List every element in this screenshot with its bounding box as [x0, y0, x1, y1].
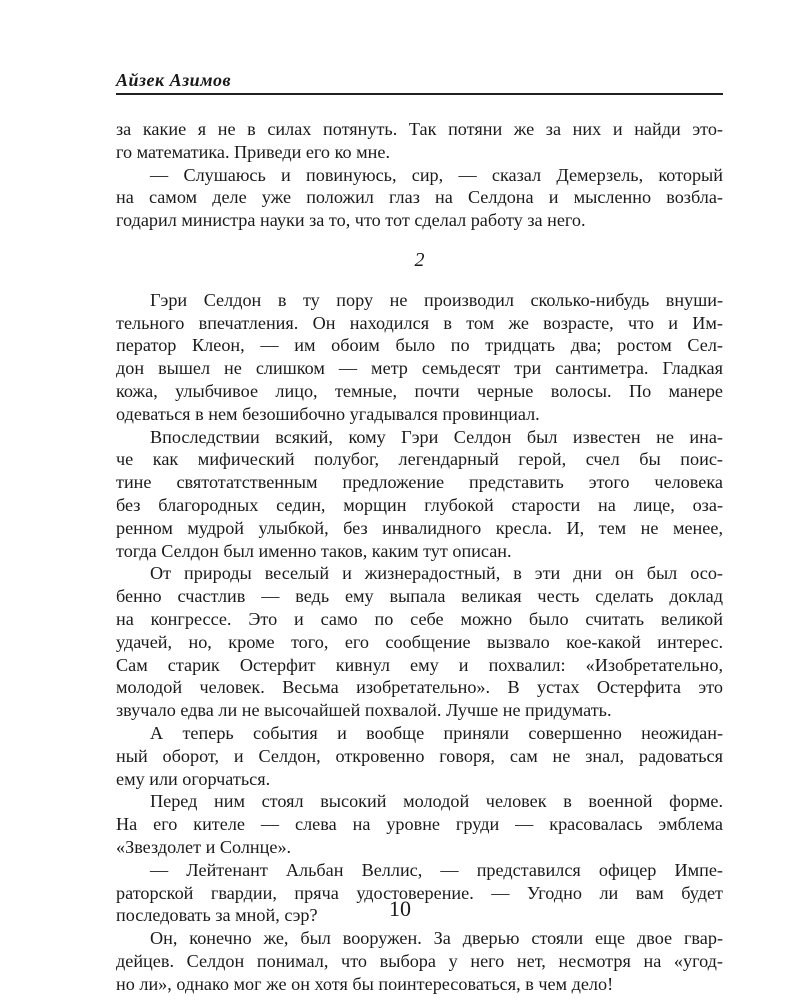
text-line: ренном мудрой улыбкой, без инвалидного кресла. И, тем не менее, — [116, 517, 723, 538]
text-line: на конгрессе. Это и само по себе можно было считать великой — [116, 608, 723, 629]
text-line: годарил министра науки за то, что тот сделал работу за него. — [116, 210, 586, 231]
text-line: Сам старик Остерфит кивнул ему и похвалил: «Изобретательно, — [116, 654, 723, 675]
text-line: ператор Клеон, — им обоим было по тридцать два; ростом Сел- — [116, 335, 723, 356]
text-line: че как мифический полубог, легендарный герой, счел бы поис- — [116, 449, 723, 470]
text-line: Перед ним стоял высокий молодой человек в военной форме. — [150, 791, 723, 812]
text-line: А теперь события и вообще приняли совершенно неожидан- — [150, 722, 723, 743]
text-line: раторской гвардии, пряча удостоверение. — Угодно ли вам будет — [116, 882, 723, 903]
text-line: Впоследствии всякий, кому Гэри Селдон был известен не ина- — [150, 426, 723, 447]
text-line: тогда Селдон был именно таков, каким тут описан. — [116, 540, 512, 561]
text-line: На его кителе — слева на уровне груди — красовалась эмблема — [116, 814, 723, 835]
text-line: последовать за мной, сэр? — [116, 905, 318, 926]
text-line: бенно счастлив — ведь ему выпала великая честь сделать доклад — [116, 586, 723, 607]
text-line: Он, конечно же, был вооружен. За дверью стояли еще двое гвар- — [150, 928, 723, 949]
text-line: дон вышел не слишком — метр семьдесят три сантиметра. Гладкая — [116, 358, 723, 379]
text-line: От природы веселый и жизнерадостный, в эти дни он был осо- — [150, 563, 723, 584]
text-line: тельного впечатления. Он находился в том же возрасте, что и Им- — [116, 312, 723, 333]
text-line: — Лейтенант Альбан Веллис, — представился офицер Импе- — [150, 859, 723, 880]
page-number: 10 — [389, 896, 411, 921]
text-line: кожа, улыбчивое лицо, темные, почти черные волосы. По манере — [116, 380, 723, 401]
text-line: го математика. Приведи его ко мне. — [116, 141, 390, 162]
text-line: но ли», однако мог же он хотя бы поинтересоваться, в чем дело! — [116, 973, 614, 994]
text-line: — Слушаюсь и повинуюсь, сир, — сказал Демерзель, который — [150, 164, 723, 185]
text-line: на самом деле уже положил глаз на Селдона и мысленно возбла- — [116, 187, 723, 208]
text-line: одеваться в нем безошибочно угадывался провинциал. — [116, 403, 540, 424]
text-line: дейцев. Селдон понимал, что выбора у него нет, несмотря на «угод- — [116, 950, 723, 971]
text-line: звучало едва ли не высочайшей похвалой. Лучше не придумать. — [116, 700, 612, 721]
text-block-chapter-2 — [116, 289, 723, 996]
body-text — [116, 118, 723, 995]
text-line: Гэри Селдон в ту пору не производил сколько-нибудь внуши- — [150, 289, 723, 310]
text-line: ему или огорчаться. — [116, 768, 271, 789]
text-line: ный оборот, и Селдон, откровенно говоря, сам не знал, радоваться — [116, 745, 723, 766]
running-header — [116, 70, 723, 95]
text-block-before-chapter — [116, 118, 723, 232]
text-line: молодой человек. Весьма изобретательно». В устах Остерфита это — [116, 677, 723, 698]
text-line: за какие я не в силах потянуть. Так потяни же за них и найди это- — [116, 119, 723, 139]
text-line: тине святотатственным предложение представить этого человека — [116, 472, 723, 493]
author-name: Айзек Азимов — [116, 70, 232, 90]
text-line: удачей, но, кроме того, его сообщение вызвало кое-какой интерес. — [116, 631, 723, 652]
header-rule — [116, 93, 723, 95]
text-line: «Звездолет и Солнце». — [116, 836, 292, 857]
chapter-number: 2 — [414, 248, 425, 271]
text-line: без благородных седин, морщин глубокой старости на лице, оза- — [116, 494, 723, 515]
